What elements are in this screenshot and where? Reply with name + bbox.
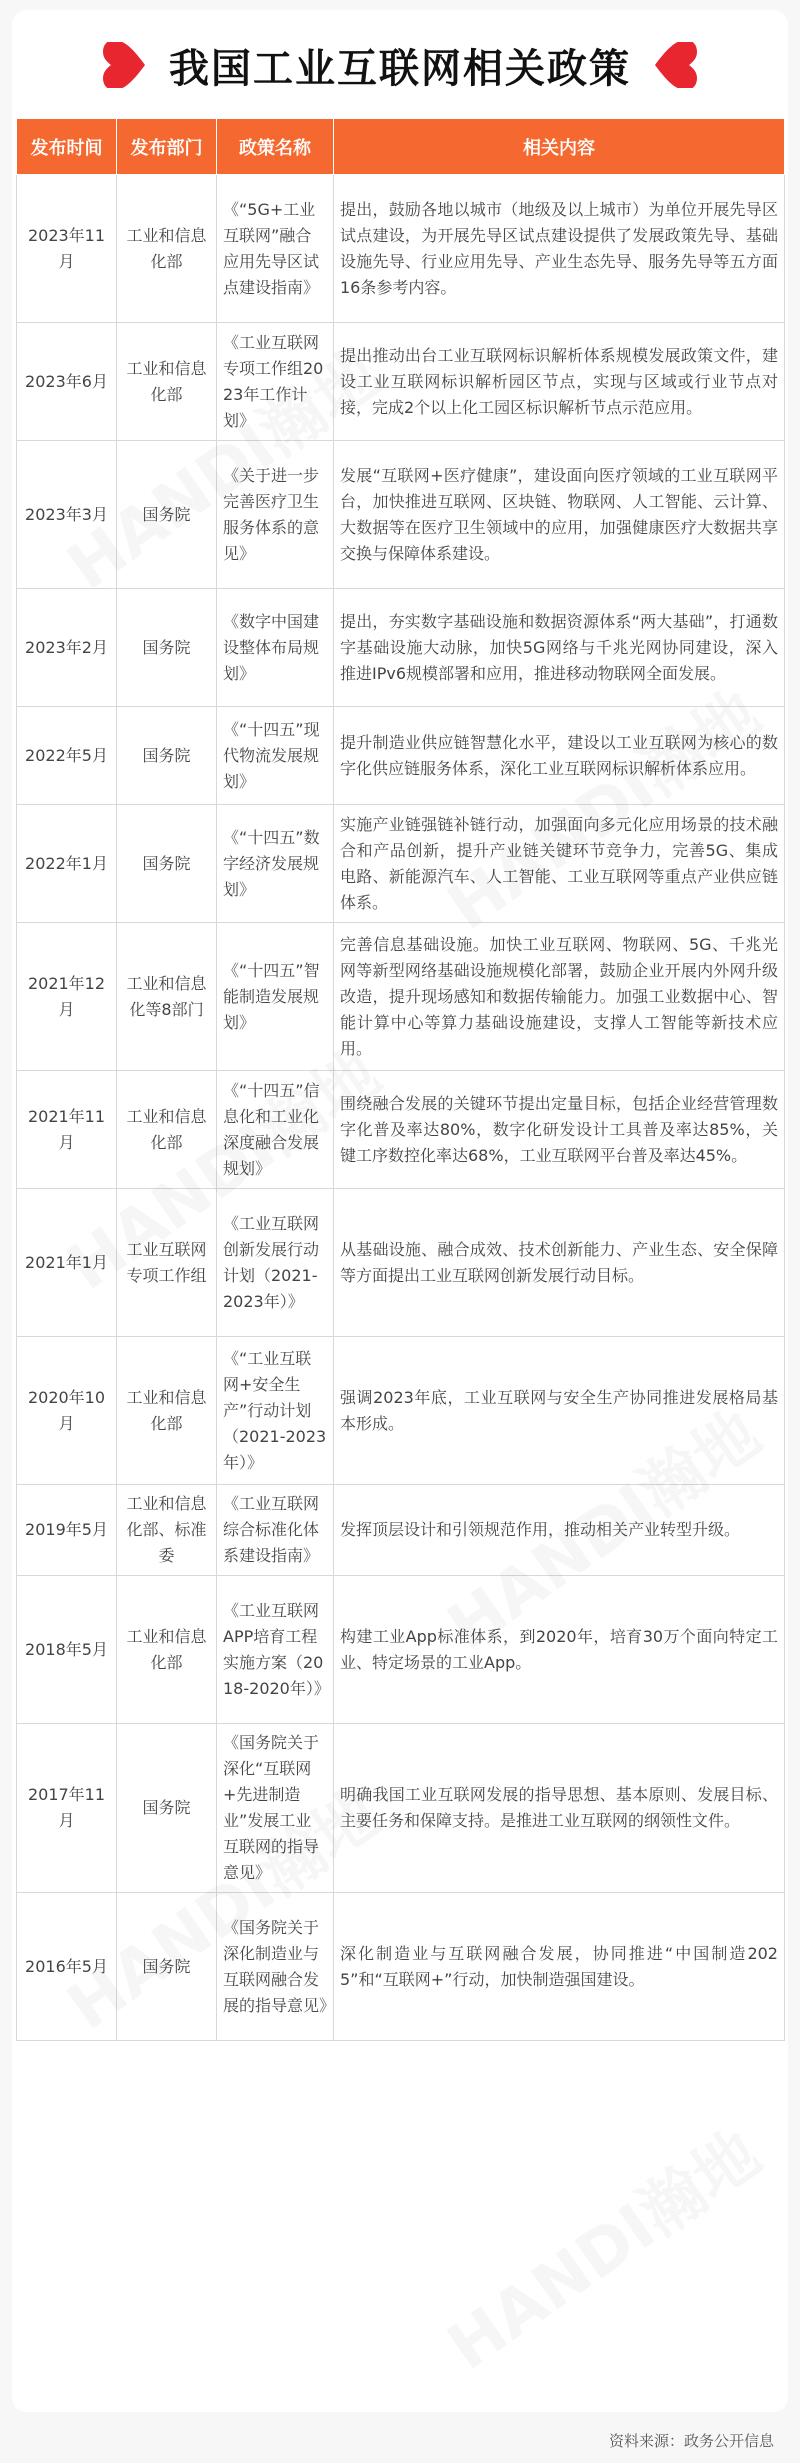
cell-date: 2023年6月 <box>17 323 117 441</box>
cell-dept: 国务院 <box>117 1893 217 2041</box>
cell-date: 2021年12月 <box>17 923 117 1071</box>
cell-date: 2022年1月 <box>17 805 117 923</box>
cell-policy-name: 《工业互联网APP培育工程实施方案（2018-2020年）》 <box>217 1576 334 1724</box>
cell-date: 2016年5月 <box>17 1893 117 2041</box>
header-date: 发布时间 <box>17 119 117 175</box>
table-row <box>17 1337 785 1485</box>
cell-policy-name: 《“十四五”信息化和工业化深度融合发展规划》 <box>217 1071 334 1189</box>
cell-date: 2022年5月 <box>17 707 117 805</box>
cell-policy-name: 《工业互联网综合标准化体系建设指南》 <box>217 1485 334 1576</box>
cell-date: 2023年11月 <box>17 175 117 323</box>
cell-policy-name: 《“工业互联网+安全生产”行动计划（2021-2023年）》 <box>217 1337 334 1485</box>
cell-policy-name: 《“十四五”智能制造发展规划》 <box>217 923 334 1071</box>
header-dept: 发布部门 <box>117 119 217 175</box>
cell-policy-name: 《国务院关于深化“互联网+先进制造业”发展工业互联网的指导意见》 <box>217 1724 334 1893</box>
policy-table <box>16 118 785 2041</box>
cell-policy-name: 《工业互联网创新发展行动计划（2021-2023年）》 <box>217 1189 334 1337</box>
cell-policy-name: 《关于进一步完善医疗卫生服务体系的意见》 <box>217 441 334 589</box>
cell-content: 明确我国工业互联网发展的指导思想、基本原则、发展目标、主要任务和保障支持。是推进工业互联网的纲领性文件。 <box>334 1724 785 1893</box>
cell-dept: 工业和信息化部 <box>117 1337 217 1485</box>
heart-icon-right <box>649 42 703 88</box>
table-row <box>17 175 785 323</box>
cell-date: 2021年11月 <box>17 1071 117 1189</box>
cell-dept: 国务院 <box>117 589 217 707</box>
cell-dept: 工业和信息化等8部门 <box>117 923 217 1071</box>
title-bar <box>12 10 788 120</box>
cell-dept: 工业和信息化部 <box>117 1071 217 1189</box>
header-name: 政策名称 <box>217 119 334 175</box>
table-row <box>17 323 785 441</box>
cell-dept: 工业互联网专项工作组 <box>117 1189 217 1337</box>
cell-dept: 国务院 <box>117 1724 217 1893</box>
cell-content: 从基础设施、融合成效、技术创新能力、产业生态、安全保障等方面提出工业互联网创新发展行动目标。 <box>334 1189 785 1337</box>
table-row <box>17 805 785 923</box>
header-content: 相关内容 <box>334 119 785 175</box>
cell-dept: 工业和信息化部 <box>117 175 217 323</box>
cell-content: 发挥顶层设计和引领规范作用，推动相关产业转型升级。 <box>334 1485 785 1576</box>
infographic-card <box>12 10 788 2412</box>
cell-date: 2023年2月 <box>17 589 117 707</box>
source-note: 资料来源：政务公开信息 <box>608 2432 774 2450</box>
cell-content: 构建工业App标准体系，到2020年，培育30万个面向特定工业、特定场景的工业App。 <box>334 1576 785 1724</box>
cell-dept: 工业和信息化部 <box>117 323 217 441</box>
cell-content: 提出，鼓励各地以城市（地级及以上城市）为单位开展先导区试点建设，为开展先导区试点建设提供了发展政策先导、基础设施先导、行业应用先导、产业生态先导、服务先导等五方面16条参考内容。 <box>334 175 785 323</box>
cell-content: 强调2023年底，工业互联网与安全生产协同推进发展格局基本形成。 <box>334 1337 785 1485</box>
cell-dept: 工业和信息化部 <box>117 1576 217 1724</box>
cell-dept: 国务院 <box>117 707 217 805</box>
table-row <box>17 441 785 589</box>
cell-date: 2018年5月 <box>17 1576 117 1724</box>
cell-content: 提出推动出台工业互联网标识解析体系规模发展政策文件，建设工业互联网标识解析园区节点，实现与区域或行业节点对接，完成2个以上化工园区标识解析节点示范应用。 <box>334 323 785 441</box>
table-row <box>17 1576 785 1724</box>
cell-policy-name: 《“十四五”数字经济发展规划》 <box>217 805 334 923</box>
cell-policy-name: 《工业互联网专项工作组2023年工作计划》 <box>217 323 334 441</box>
table-row <box>17 1724 785 1893</box>
cell-content: 发展“互联网+医疗健康”，建设面向医疗领域的工业互联网平台，加快推进互联网、区块链、物联网、人工智能、云计算、大数据等在医疗卫生领域中的应用，加强健康医疗大数据共享交换与保障体系建设。 <box>334 441 785 589</box>
heart-icon-left <box>97 42 151 88</box>
cell-dept: 国务院 <box>117 441 217 589</box>
cell-dept: 工业和信息化部、标准委 <box>117 1485 217 1576</box>
cell-policy-name: 《数字中国建设整体布局规划》 <box>217 589 334 707</box>
cell-content: 围绕融合发展的关键环节提出定量目标，包括企业经营管理数字化普及率达80%，数字化研发设计工具普及率达85%，关键工序数控化率达68%，工业互联网平台普及率达45%。 <box>334 1071 785 1189</box>
cell-content: 完善信息基础设施。加快工业互联网、物联网、5G、千兆光网等新型网络基础设施规模化部署，鼓励企业开展内外网升级改造，提升现场感知和数据传输能力。加强工业数据中心、智能计算中心等算力基础设施建设，支撑人工智能等新技术应用。 <box>334 923 785 1071</box>
cell-content: 提出，夯实数字基础设施和数据资源体系“两大基础”，打通数字基础设施大动脉，加快5G网络与千兆光网协同建设，深入推进IPv6规模部署和应用，推进移动物联网全面发展。 <box>334 589 785 707</box>
table-row <box>17 589 785 707</box>
table-row <box>17 707 785 805</box>
cell-policy-name: 《“5G+工业互联网”融合应用先导区试点建设指南》 <box>217 175 334 323</box>
cell-content: 提升制造业供应链智慧化水平，建设以工业互联网为核心的数字化供应链服务体系，深化工业互联网标识解析体系应用。 <box>334 707 785 805</box>
cell-date: 2023年3月 <box>17 441 117 589</box>
table-row <box>17 1893 785 2041</box>
cell-policy-name: 《“十四五”现代物流发展规划》 <box>217 707 334 805</box>
table-row <box>17 1485 785 1576</box>
table-row <box>17 923 785 1071</box>
cell-content: 实施产业链强链补链行动，加强面向多元化应用场景的技术融合和产品创新，提升产业链关键环节竞争力，完善5G、集成电路、新能源汽车、人工智能、工业互联网等重点产业供应链体系。 <box>334 805 785 923</box>
cell-date: 2017年11月 <box>17 1724 117 1893</box>
cell-date: 2019年5月 <box>17 1485 117 1576</box>
cell-content: 深化制造业与互联网融合发展，协同推进“中国制造2025”和“互联网+”行动，加快制造强国建设。 <box>334 1893 785 2041</box>
table-row <box>17 1071 785 1189</box>
table-header-row <box>17 119 785 175</box>
cell-date: 2020年10月 <box>17 1337 117 1485</box>
page-title: 我国工业互联网相关政策 <box>169 45 631 92</box>
cell-date: 2021年1月 <box>17 1189 117 1337</box>
cell-dept: 国务院 <box>117 805 217 923</box>
cell-policy-name: 《国务院关于深化制造业与互联网融合发展的指导意见》 <box>217 1893 334 2041</box>
table-row <box>17 1189 785 1337</box>
